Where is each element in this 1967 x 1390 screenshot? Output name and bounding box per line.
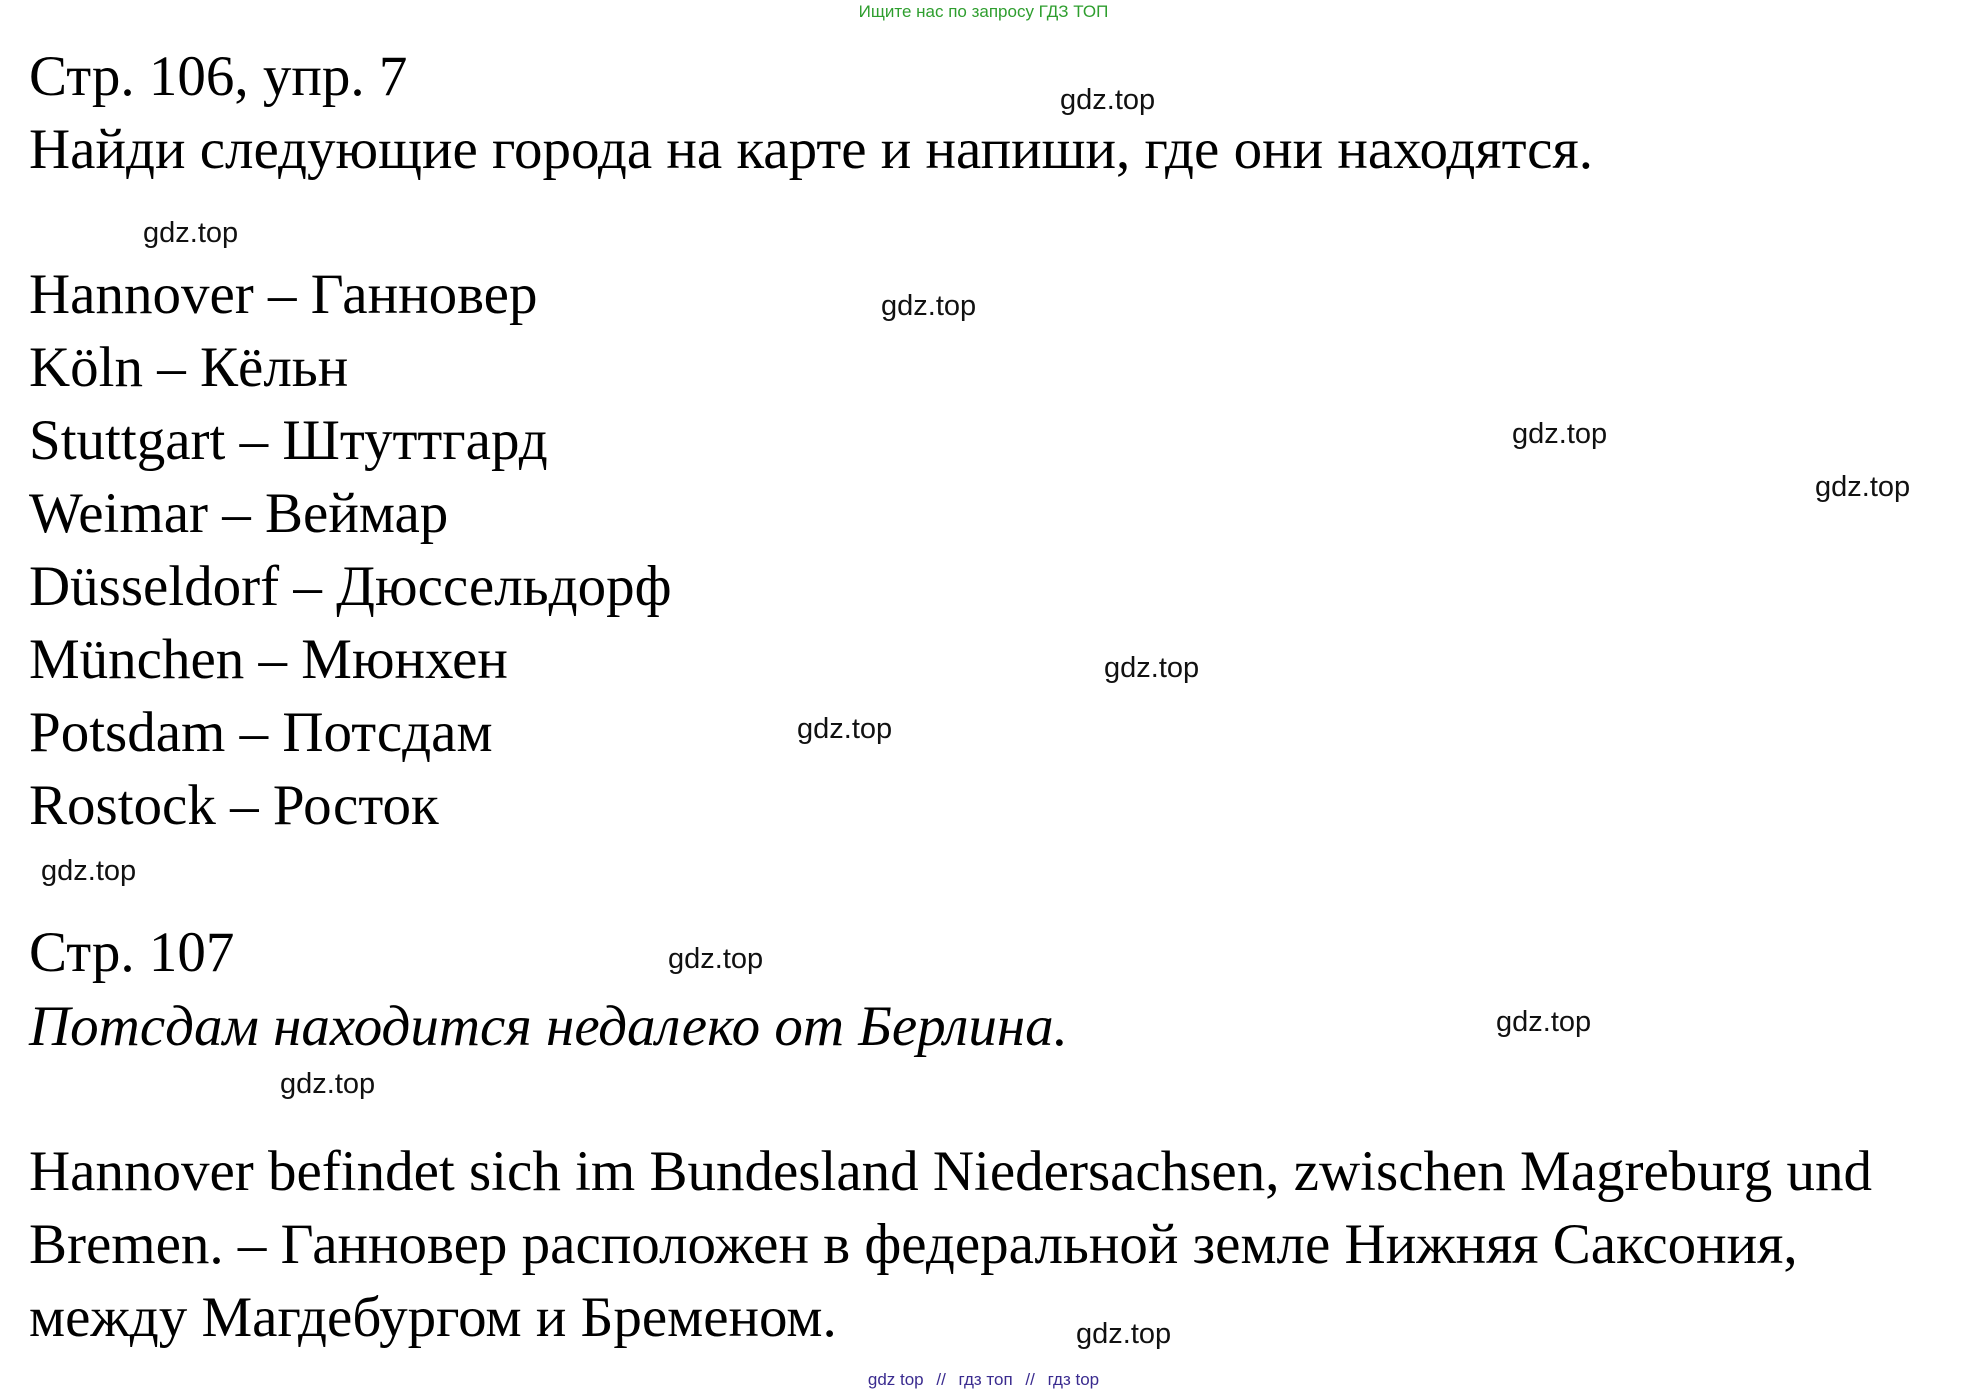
city-name-de: Stuttgart [29, 409, 226, 472]
city-name-de: Hannover [29, 263, 254, 326]
watermark: gdz.top [668, 943, 764, 975]
top-banner: Ищите нас по запросу ГДЗ ТОП [858, 2, 1109, 21]
city-name-ru: Дюссельдорф [336, 555, 672, 618]
example-sentence: Потсдам находится недалеко от Берлина. [29, 995, 1068, 1058]
city-line-8: Rostock – Росток [29, 774, 439, 837]
answer-paragraph-line-2: Bremen. – Ганновер расположен в федеральной земле Нижняя Саксония, [29, 1213, 1798, 1276]
city-name-de: Köln [29, 336, 143, 399]
watermark: gdz.top [1104, 652, 1200, 684]
watermark: gdz.top [1076, 1318, 1172, 1350]
watermark: gdz.top [280, 1068, 376, 1100]
footer-separator: // [1025, 1370, 1035, 1389]
watermark: gdz.top [1815, 471, 1911, 503]
task-instruction: Найди следующие города на карте и напиши, где они находятся. [29, 118, 1593, 181]
city-name-ru: Ганновер [310, 263, 538, 326]
footer-item: гдз топ [958, 1370, 1013, 1389]
watermark: gdz.top [143, 217, 239, 249]
footer-item: гдз top [1047, 1370, 1100, 1389]
city-name-ru: Мюнхен [301, 628, 508, 691]
city-name-ru: Штуттгард [282, 409, 548, 472]
city-name-ru: Кёльн [200, 336, 349, 399]
footer-item: gdz top [867, 1370, 924, 1389]
watermark: gdz.top [41, 855, 137, 887]
city-line-6: München – Мюнхен [29, 628, 508, 691]
watermark: gdz.top [797, 713, 893, 745]
city-line-4: Weimar – Веймар [29, 482, 449, 545]
watermark: gdz.top [881, 290, 977, 322]
city-name-de: Rostock [29, 774, 216, 837]
page-reference-heading: Стр. 106, упр. 7 [29, 45, 408, 108]
city-name-de: München [29, 628, 245, 691]
city-name-ru: Росток [272, 774, 439, 837]
answer-paragraph-line-3: между Магдебургом и Бременом. [29, 1286, 837, 1349]
city-line-2: Köln – Кёльн [29, 336, 349, 399]
answer-paragraph-line-1: Hannover befindet sich im Bundesland Niedersachsen, zwischen Magreburg und [29, 1140, 1873, 1203]
city-name-de: Düsseldorf [29, 555, 280, 618]
city-name-ru: Веймар [265, 482, 449, 545]
city-line-1: Hannover – Ганновер [29, 263, 538, 326]
city-name-ru: Потсдам [282, 701, 493, 764]
city-line-3: Stuttgart – Штуттгард [29, 409, 548, 472]
watermark: gdz.top [1060, 84, 1156, 116]
city-line-7: Potsdam – Потсдам [29, 701, 493, 764]
watermark: gdz.top [1496, 1006, 1592, 1038]
city-name-de: Weimar [29, 482, 208, 545]
page-reference-107: Стр. 107 [29, 921, 235, 984]
watermark: gdz.top [1512, 418, 1608, 450]
city-line-5: Düsseldorf – Дюссельдорф [29, 555, 672, 618]
city-name-de: Potsdam [29, 701, 226, 764]
footer-separator: // [936, 1370, 946, 1389]
bottom-footer [0, 1370, 1967, 1390]
